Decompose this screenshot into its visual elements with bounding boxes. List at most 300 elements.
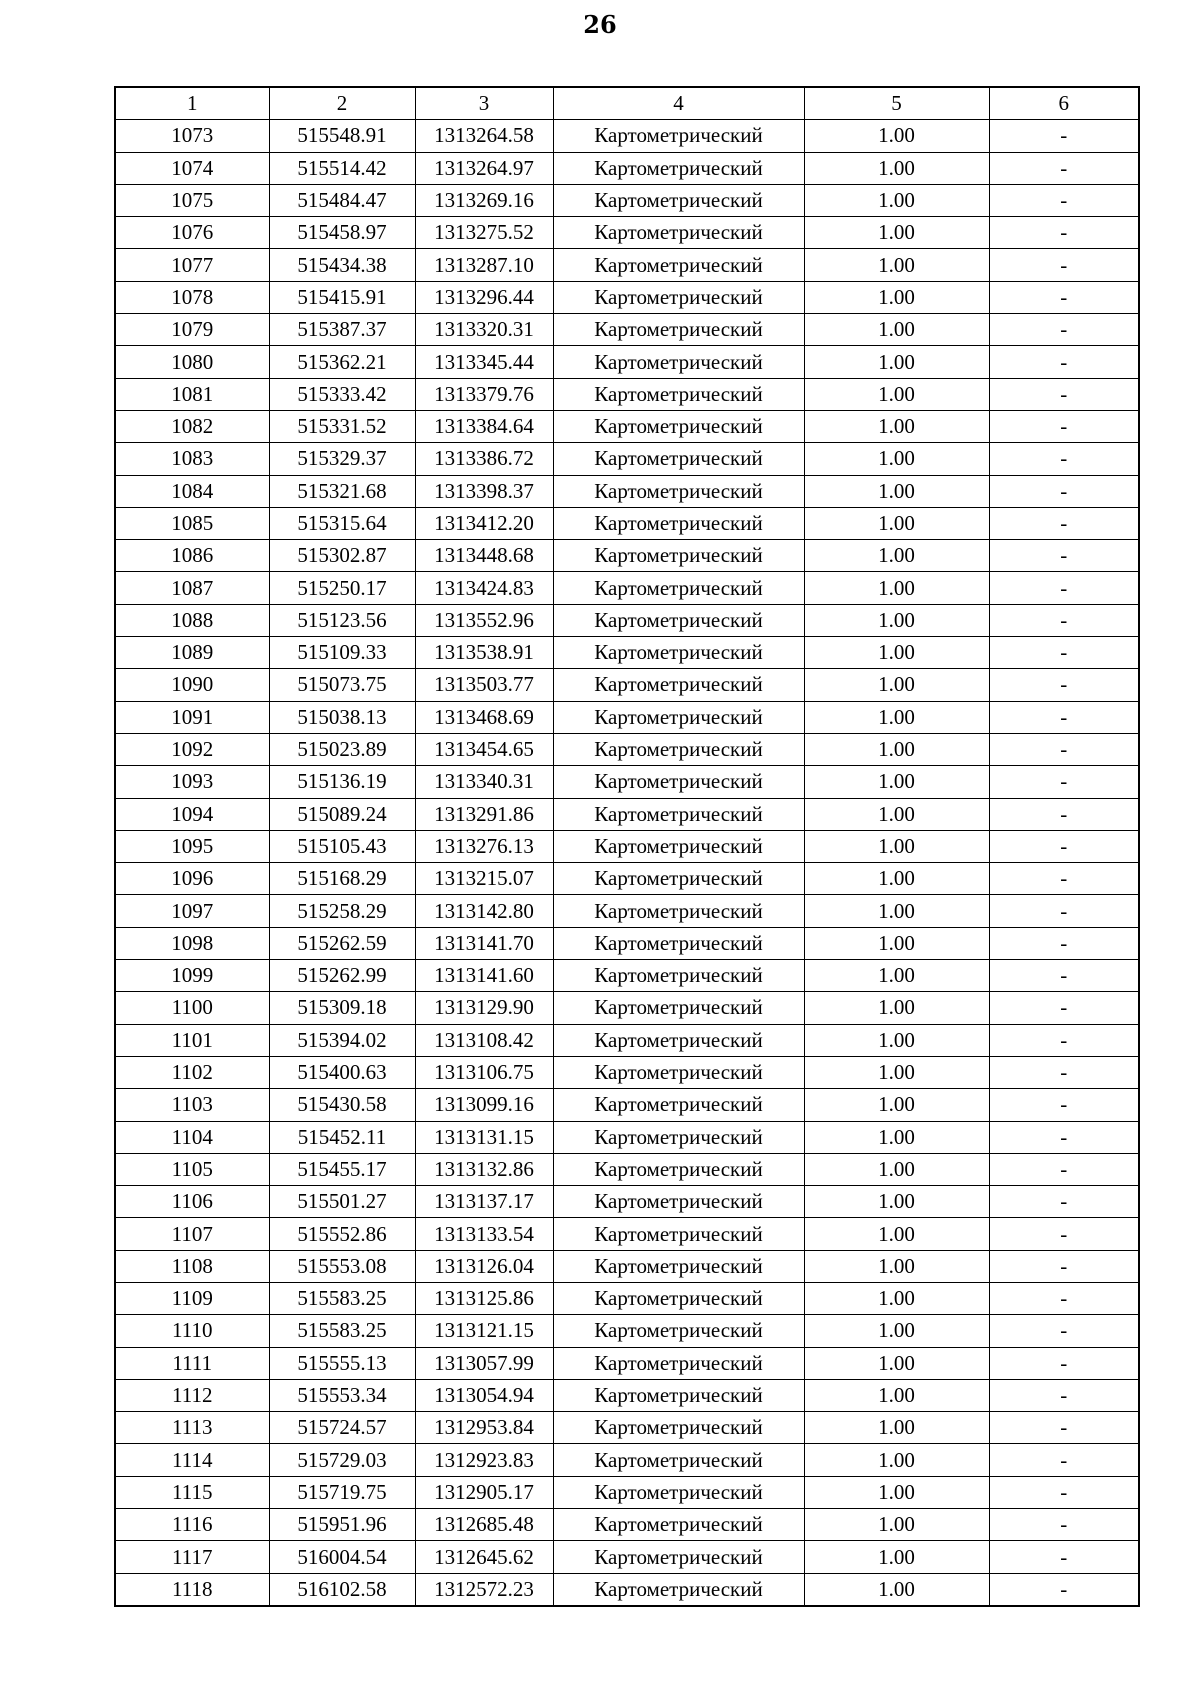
point-number-cell: 1098: [115, 927, 269, 959]
y-coordinate-cell: 1312923.83: [415, 1444, 553, 1476]
table-row: [115, 249, 1139, 281]
table-row: [115, 733, 1139, 765]
point-number-cell: 1090: [115, 669, 269, 701]
table-row: [115, 927, 1139, 959]
x-coordinate-cell: 515309.18: [269, 992, 415, 1024]
x-coordinate-cell: 515434.38: [269, 249, 415, 281]
method-cell: Картометрический: [553, 572, 804, 604]
method-cell: Картометрический: [553, 701, 804, 733]
point-number-cell: 1084: [115, 475, 269, 507]
point-number-cell: 1102: [115, 1056, 269, 1088]
table-row: [115, 346, 1139, 378]
point-number-cell: 1083: [115, 443, 269, 475]
description-cell: -: [989, 895, 1139, 927]
accuracy-cell: 1.00: [804, 830, 989, 862]
y-coordinate-cell: 1313276.13: [415, 830, 553, 862]
accuracy-cell: 1.00: [804, 895, 989, 927]
description-cell: -: [989, 1315, 1139, 1347]
y-coordinate-cell: 1313132.86: [415, 1153, 553, 1185]
table-row: [115, 1250, 1139, 1282]
method-cell: Картометрический: [553, 1218, 804, 1250]
table-row: [115, 1153, 1139, 1185]
table-row: [115, 1121, 1139, 1153]
y-coordinate-cell: 1313125.86: [415, 1282, 553, 1314]
y-coordinate-cell: 1313141.70: [415, 927, 553, 959]
y-coordinate-cell: 1312572.23: [415, 1573, 553, 1606]
point-number-cell: 1101: [115, 1024, 269, 1056]
x-coordinate-cell: 515951.96: [269, 1509, 415, 1541]
x-coordinate-cell: 515394.02: [269, 1024, 415, 1056]
table-row: [115, 637, 1139, 669]
y-coordinate-cell: 1313386.72: [415, 443, 553, 475]
y-coordinate-cell: 1313054.94: [415, 1379, 553, 1411]
x-coordinate-cell: 515262.99: [269, 960, 415, 992]
x-coordinate-cell: 515329.37: [269, 443, 415, 475]
table-row: [115, 1573, 1139, 1606]
column-header: 3: [415, 87, 553, 120]
x-coordinate-cell: 515105.43: [269, 830, 415, 862]
table-row: [115, 1444, 1139, 1476]
table-row: [115, 378, 1139, 410]
x-coordinate-cell: 515514.42: [269, 152, 415, 184]
method-cell: Картометрический: [553, 927, 804, 959]
y-coordinate-cell: 1313275.52: [415, 217, 553, 249]
y-coordinate-cell: 1313538.91: [415, 637, 553, 669]
x-coordinate-cell: 515501.27: [269, 1186, 415, 1218]
table-row: [115, 1089, 1139, 1121]
description-cell: -: [989, 1218, 1139, 1250]
accuracy-cell: 1.00: [804, 152, 989, 184]
method-cell: Картометрический: [553, 1573, 804, 1606]
table-row: [115, 1315, 1139, 1347]
x-coordinate-cell: 515023.89: [269, 733, 415, 765]
y-coordinate-cell: 1313454.65: [415, 733, 553, 765]
table-row: [115, 701, 1139, 733]
point-number-cell: 1110: [115, 1315, 269, 1347]
description-cell: -: [989, 1250, 1139, 1282]
y-coordinate-cell: 1313264.58: [415, 120, 553, 152]
method-cell: Картометрический: [553, 1347, 804, 1379]
point-number-cell: 1080: [115, 346, 269, 378]
x-coordinate-cell: 515719.75: [269, 1476, 415, 1508]
accuracy-cell: 1.00: [804, 1412, 989, 1444]
method-cell: Картометрический: [553, 475, 804, 507]
accuracy-cell: 1.00: [804, 1573, 989, 1606]
y-coordinate-cell: 1313424.83: [415, 572, 553, 604]
x-coordinate-cell: 515333.42: [269, 378, 415, 410]
table-body: [115, 120, 1139, 1606]
description-cell: -: [989, 346, 1139, 378]
table-row: [115, 540, 1139, 572]
accuracy-cell: 1.00: [804, 1476, 989, 1508]
method-cell: Картометрический: [553, 1444, 804, 1476]
x-coordinate-cell: 516102.58: [269, 1573, 415, 1606]
y-coordinate-cell: 1313552.96: [415, 604, 553, 636]
accuracy-cell: 1.00: [804, 1347, 989, 1379]
x-coordinate-cell: 515415.91: [269, 281, 415, 313]
method-cell: Картометрический: [553, 1541, 804, 1573]
description-cell: -: [989, 1379, 1139, 1411]
y-coordinate-cell: 1313131.15: [415, 1121, 553, 1153]
point-number-cell: 1091: [115, 701, 269, 733]
point-number-cell: 1094: [115, 798, 269, 830]
method-cell: Картометрический: [553, 1250, 804, 1282]
accuracy-cell: 1.00: [804, 249, 989, 281]
table-row: [115, 1282, 1139, 1314]
point-number-cell: 1117: [115, 1541, 269, 1573]
method-cell: Картометрический: [553, 830, 804, 862]
table-row: [115, 960, 1139, 992]
point-number-cell: 1092: [115, 733, 269, 765]
x-coordinate-cell: 515123.56: [269, 604, 415, 636]
description-cell: -: [989, 927, 1139, 959]
column-header: 6: [989, 87, 1139, 120]
method-cell: Картометрический: [553, 604, 804, 636]
accuracy-cell: 1.00: [804, 378, 989, 410]
table-row: [115, 475, 1139, 507]
point-number-cell: 1118: [115, 1573, 269, 1606]
method-cell: Картометрический: [553, 507, 804, 539]
description-cell: -: [989, 1056, 1139, 1088]
table-row: [115, 152, 1139, 184]
point-number-cell: 1087: [115, 572, 269, 604]
accuracy-cell: 1.00: [804, 863, 989, 895]
x-coordinate-cell: 515452.11: [269, 1121, 415, 1153]
accuracy-cell: 1.00: [804, 120, 989, 152]
description-cell: -: [989, 1121, 1139, 1153]
x-coordinate-cell: 515362.21: [269, 346, 415, 378]
point-number-cell: 1073: [115, 120, 269, 152]
method-cell: Картометрический: [553, 1153, 804, 1185]
table-row: [115, 314, 1139, 346]
point-number-cell: 1108: [115, 1250, 269, 1282]
accuracy-cell: 1.00: [804, 217, 989, 249]
x-coordinate-cell: 515038.13: [269, 701, 415, 733]
x-coordinate-cell: 515552.86: [269, 1218, 415, 1250]
accuracy-cell: 1.00: [804, 1153, 989, 1185]
description-cell: -: [989, 475, 1139, 507]
x-coordinate-cell: 515548.91: [269, 120, 415, 152]
method-cell: Картометрический: [553, 410, 804, 442]
description-cell: -: [989, 1153, 1139, 1185]
accuracy-cell: 1.00: [804, 960, 989, 992]
table-row: [115, 1412, 1139, 1444]
point-number-cell: 1106: [115, 1186, 269, 1218]
point-number-cell: 1088: [115, 604, 269, 636]
method-cell: Картометрический: [553, 1476, 804, 1508]
table-row: [115, 1186, 1139, 1218]
point-number-cell: 1096: [115, 863, 269, 895]
method-cell: Картометрический: [553, 960, 804, 992]
point-number-cell: 1107: [115, 1218, 269, 1250]
table-row: [115, 863, 1139, 895]
y-coordinate-cell: 1312953.84: [415, 1412, 553, 1444]
description-cell: -: [989, 1186, 1139, 1218]
point-number-cell: 1112: [115, 1379, 269, 1411]
accuracy-cell: 1.00: [804, 346, 989, 378]
description-cell: -: [989, 1282, 1139, 1314]
method-cell: Картометрический: [553, 766, 804, 798]
accuracy-cell: 1.00: [804, 1509, 989, 1541]
description-cell: -: [989, 1444, 1139, 1476]
y-coordinate-cell: 1313215.07: [415, 863, 553, 895]
table-row: [115, 217, 1139, 249]
method-cell: Картометрический: [553, 1089, 804, 1121]
y-coordinate-cell: 1312645.62: [415, 1541, 553, 1573]
method-cell: Картометрический: [553, 281, 804, 313]
x-coordinate-cell: 515258.29: [269, 895, 415, 927]
x-coordinate-cell: 515455.17: [269, 1153, 415, 1185]
accuracy-cell: 1.00: [804, 540, 989, 572]
coordinates-table: [114, 86, 1140, 1607]
accuracy-cell: 1.00: [804, 507, 989, 539]
description-cell: -: [989, 1509, 1139, 1541]
point-number-cell: 1078: [115, 281, 269, 313]
x-coordinate-cell: 515136.19: [269, 766, 415, 798]
description-cell: -: [989, 540, 1139, 572]
table-row: [115, 1056, 1139, 1088]
point-number-cell: 1086: [115, 540, 269, 572]
method-cell: Картометрический: [553, 895, 804, 927]
accuracy-cell: 1.00: [804, 1121, 989, 1153]
point-number-cell: 1100: [115, 992, 269, 1024]
table-row: [115, 572, 1139, 604]
x-coordinate-cell: 515583.25: [269, 1282, 415, 1314]
table-row: [115, 507, 1139, 539]
method-cell: Картометрический: [553, 184, 804, 216]
point-number-cell: 1075: [115, 184, 269, 216]
accuracy-cell: 1.00: [804, 1186, 989, 1218]
description-cell: -: [989, 733, 1139, 765]
method-cell: Картометрический: [553, 1412, 804, 1444]
method-cell: Картометрический: [553, 346, 804, 378]
y-coordinate-cell: 1313398.37: [415, 475, 553, 507]
table-row: [115, 766, 1139, 798]
y-coordinate-cell: 1313106.75: [415, 1056, 553, 1088]
method-cell: Картометрический: [553, 1315, 804, 1347]
table-row: [115, 1347, 1139, 1379]
table-row: [115, 1509, 1139, 1541]
table-row: [115, 1024, 1139, 1056]
y-coordinate-cell: 1313379.76: [415, 378, 553, 410]
x-coordinate-cell: 515724.57: [269, 1412, 415, 1444]
y-coordinate-cell: 1312685.48: [415, 1509, 553, 1541]
method-cell: Картометрический: [553, 863, 804, 895]
method-cell: Картометрический: [553, 637, 804, 669]
table-row: [115, 120, 1139, 152]
description-cell: -: [989, 701, 1139, 733]
y-coordinate-cell: 1313384.64: [415, 410, 553, 442]
accuracy-cell: 1.00: [804, 669, 989, 701]
y-coordinate-cell: 1313269.16: [415, 184, 553, 216]
description-cell: -: [989, 992, 1139, 1024]
x-coordinate-cell: 515553.08: [269, 1250, 415, 1282]
description-cell: -: [989, 443, 1139, 475]
accuracy-cell: 1.00: [804, 1315, 989, 1347]
x-coordinate-cell: 515168.29: [269, 863, 415, 895]
x-coordinate-cell: 515484.47: [269, 184, 415, 216]
point-number-cell: 1085: [115, 507, 269, 539]
point-number-cell: 1109: [115, 1282, 269, 1314]
x-coordinate-cell: 515553.34: [269, 1379, 415, 1411]
method-cell: Картометрический: [553, 1024, 804, 1056]
accuracy-cell: 1.00: [804, 1218, 989, 1250]
description-cell: -: [989, 410, 1139, 442]
accuracy-cell: 1.00: [804, 1541, 989, 1573]
description-cell: -: [989, 669, 1139, 701]
x-coordinate-cell: 515583.25: [269, 1315, 415, 1347]
accuracy-cell: 1.00: [804, 1444, 989, 1476]
accuracy-cell: 1.00: [804, 314, 989, 346]
y-coordinate-cell: 1313287.10: [415, 249, 553, 281]
table-row: [115, 410, 1139, 442]
description-cell: -: [989, 1412, 1139, 1444]
method-cell: Картометрический: [553, 443, 804, 475]
table-row: [115, 830, 1139, 862]
description-cell: -: [989, 572, 1139, 604]
point-number-cell: 1082: [115, 410, 269, 442]
description-cell: -: [989, 120, 1139, 152]
y-coordinate-cell: 1313133.54: [415, 1218, 553, 1250]
table-row: [115, 669, 1139, 701]
description-cell: -: [989, 637, 1139, 669]
method-cell: Картометрический: [553, 249, 804, 281]
x-coordinate-cell: 515262.59: [269, 927, 415, 959]
x-coordinate-cell: 515387.37: [269, 314, 415, 346]
method-cell: Картометрический: [553, 1056, 804, 1088]
accuracy-cell: 1.00: [804, 443, 989, 475]
y-coordinate-cell: 1313142.80: [415, 895, 553, 927]
description-cell: -: [989, 863, 1139, 895]
accuracy-cell: 1.00: [804, 766, 989, 798]
description-cell: -: [989, 378, 1139, 410]
description-cell: -: [989, 830, 1139, 862]
point-number-cell: 1077: [115, 249, 269, 281]
accuracy-cell: 1.00: [804, 184, 989, 216]
accuracy-cell: 1.00: [804, 604, 989, 636]
method-cell: Картометрический: [553, 217, 804, 249]
x-coordinate-cell: 515430.58: [269, 1089, 415, 1121]
method-cell: Картометрический: [553, 669, 804, 701]
method-cell: Картометрический: [553, 314, 804, 346]
y-coordinate-cell: 1313468.69: [415, 701, 553, 733]
accuracy-cell: 1.00: [804, 1250, 989, 1282]
point-number-cell: 1097: [115, 895, 269, 927]
y-coordinate-cell: 1313320.31: [415, 314, 553, 346]
description-cell: -: [989, 1573, 1139, 1606]
method-cell: Картометрический: [553, 798, 804, 830]
table-row: [115, 992, 1139, 1024]
y-coordinate-cell: 1313412.20: [415, 507, 553, 539]
description-cell: -: [989, 604, 1139, 636]
table-row: [115, 798, 1139, 830]
accuracy-cell: 1.00: [804, 475, 989, 507]
method-cell: Картометрический: [553, 1379, 804, 1411]
point-number-cell: 1081: [115, 378, 269, 410]
method-cell: Картометрический: [553, 733, 804, 765]
table-header-row: [115, 87, 1139, 120]
y-coordinate-cell: 1313291.86: [415, 798, 553, 830]
method-cell: Картометрический: [553, 378, 804, 410]
x-coordinate-cell: 515302.87: [269, 540, 415, 572]
method-cell: Картометрический: [553, 1121, 804, 1153]
description-cell: -: [989, 281, 1139, 313]
point-number-cell: 1105: [115, 1153, 269, 1185]
description-cell: -: [989, 1089, 1139, 1121]
x-coordinate-cell: 515400.63: [269, 1056, 415, 1088]
y-coordinate-cell: 1313345.44: [415, 346, 553, 378]
point-number-cell: 1079: [115, 314, 269, 346]
x-coordinate-cell: 515729.03: [269, 1444, 415, 1476]
point-number-cell: 1093: [115, 766, 269, 798]
description-cell: -: [989, 314, 1139, 346]
x-coordinate-cell: 515458.97: [269, 217, 415, 249]
description-cell: -: [989, 1476, 1139, 1508]
y-coordinate-cell: 1313296.44: [415, 281, 553, 313]
table-row: [115, 1218, 1139, 1250]
y-coordinate-cell: 1313137.17: [415, 1186, 553, 1218]
description-cell: -: [989, 184, 1139, 216]
point-number-cell: 1116: [115, 1509, 269, 1541]
accuracy-cell: 1.00: [804, 798, 989, 830]
point-number-cell: 1074: [115, 152, 269, 184]
accuracy-cell: 1.00: [804, 281, 989, 313]
description-cell: -: [989, 960, 1139, 992]
description-cell: -: [989, 1347, 1139, 1379]
y-coordinate-cell: 1313121.15: [415, 1315, 553, 1347]
x-coordinate-cell: 515073.75: [269, 669, 415, 701]
table-row: [115, 895, 1139, 927]
method-cell: Картометрический: [553, 152, 804, 184]
accuracy-cell: 1.00: [804, 1024, 989, 1056]
description-cell: -: [989, 1024, 1139, 1056]
column-header: 1: [115, 87, 269, 120]
accuracy-cell: 1.00: [804, 927, 989, 959]
method-cell: Картометрический: [553, 1186, 804, 1218]
accuracy-cell: 1.00: [804, 410, 989, 442]
page-number: 26: [583, 10, 617, 39]
point-number-cell: 1115: [115, 1476, 269, 1508]
point-number-cell: 1113: [115, 1412, 269, 1444]
y-coordinate-cell: 1312905.17: [415, 1476, 553, 1508]
description-cell: -: [989, 152, 1139, 184]
accuracy-cell: 1.00: [804, 1282, 989, 1314]
method-cell: Картометрический: [553, 992, 804, 1024]
x-coordinate-cell: 515315.64: [269, 507, 415, 539]
method-cell: Картометрический: [553, 1509, 804, 1541]
accuracy-cell: 1.00: [804, 1379, 989, 1411]
y-coordinate-cell: 1313503.77: [415, 669, 553, 701]
x-coordinate-cell: 515321.68: [269, 475, 415, 507]
description-cell: -: [989, 249, 1139, 281]
accuracy-cell: 1.00: [804, 992, 989, 1024]
point-number-cell: 1114: [115, 1444, 269, 1476]
table-row: [115, 281, 1139, 313]
table-row: [115, 184, 1139, 216]
table-row: [115, 1476, 1139, 1508]
x-coordinate-cell: 515089.24: [269, 798, 415, 830]
y-coordinate-cell: 1313448.68: [415, 540, 553, 572]
point-number-cell: 1076: [115, 217, 269, 249]
y-coordinate-cell: 1313108.42: [415, 1024, 553, 1056]
x-coordinate-cell: 515331.52: [269, 410, 415, 442]
table-row: [115, 1379, 1139, 1411]
point-number-cell: 1099: [115, 960, 269, 992]
description-cell: -: [989, 217, 1139, 249]
x-coordinate-cell: 515555.13: [269, 1347, 415, 1379]
point-number-cell: 1095: [115, 830, 269, 862]
column-header: 2: [269, 87, 415, 120]
